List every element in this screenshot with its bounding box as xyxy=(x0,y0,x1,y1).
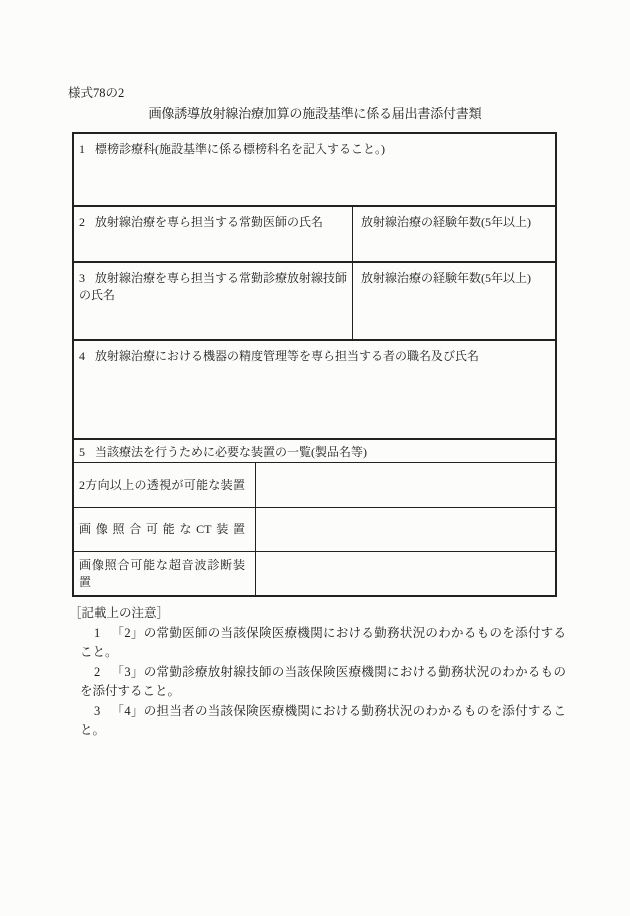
row-4-quality-manager xyxy=(74,341,555,440)
row-number: 1 xyxy=(79,142,85,156)
device-label-ultrasound: 画像照合可能な超音波診断装置 xyxy=(74,552,256,595)
row-1-label: 標榜診療科(施設基準に係る標榜科名を記入すること。) xyxy=(95,142,385,156)
row-5-label: 当該療法を行うために必要な装置の一覧(製品名等) xyxy=(95,445,367,459)
device-entry-field-fluoroscopy[interactable] xyxy=(256,463,555,507)
row-4-label: 放射線治療における機器の精度管理等を専ら担当する者の職名及び氏名 xyxy=(95,349,480,363)
note-text: 「4」の担当者の当該保険医療機関における勤務状況のわかるものを添付すること。 xyxy=(80,703,566,737)
document-title: 画像誘導放射線治療加算の施設基準に係る届出書添付書類 xyxy=(148,106,482,121)
note-item-3 xyxy=(69,702,566,741)
note-number: 1 xyxy=(94,625,101,640)
note-text: 「3」の常勤診療放射線技師の当該保険医療機関における勤務状況のわかるものを添付すること。 xyxy=(80,664,566,698)
row-number: 5 xyxy=(79,445,85,459)
row-number: 2 xyxy=(79,215,85,229)
row-2-physician-name-cell xyxy=(74,207,353,261)
notification-table xyxy=(72,132,557,597)
device-row-fluoroscopy xyxy=(74,463,555,508)
row-3-right-label: 放射線治療の経験年数(5年以上) xyxy=(361,271,531,285)
device-row-ultrasound xyxy=(74,552,555,595)
note-number: 2 xyxy=(94,664,101,679)
notes-heading: ［記載上の注意］ xyxy=(69,606,170,620)
row-5-device-list-header xyxy=(74,440,555,463)
device-entry-field-ultrasound[interactable] xyxy=(256,552,555,595)
row-2-experience-years-cell xyxy=(353,207,555,261)
device-label-ct: 画像照合可能なCT装置 xyxy=(74,508,256,551)
row-3-label: 放射線治療を専ら担当する常勤診療放射線技師の氏名 xyxy=(79,271,348,302)
note-item-1 xyxy=(69,624,566,663)
device-row-ct xyxy=(74,508,555,552)
row-3-technician-name-cell xyxy=(74,263,353,339)
row-2-physician xyxy=(74,207,555,263)
row-3-experience-years-cell xyxy=(353,263,555,339)
row-3-radiology-technician xyxy=(74,263,555,341)
note-text: 「2」の常勤医師の当該保険医療機関における勤務状況のわかるものを添付すること。 xyxy=(80,625,566,659)
note-item-2 xyxy=(69,663,566,702)
row-2-label: 放射線治療を専ら担当する常勤医師の氏名 xyxy=(95,215,324,229)
row-number: 4 xyxy=(79,349,85,363)
device-label-fluoroscopy: 2方向以上の透視が可能な装置 xyxy=(74,463,256,507)
notes-section xyxy=(69,604,566,741)
row-1-designated-departments xyxy=(74,134,555,207)
note-number: 3 xyxy=(94,703,101,718)
row-number: 3 xyxy=(79,271,85,285)
device-entry-field-ct[interactable] xyxy=(256,508,555,551)
form-number: 様式78の2 xyxy=(68,86,125,100)
row-2-right-label: 放射線治療の経験年数(5年以上) xyxy=(361,215,531,229)
